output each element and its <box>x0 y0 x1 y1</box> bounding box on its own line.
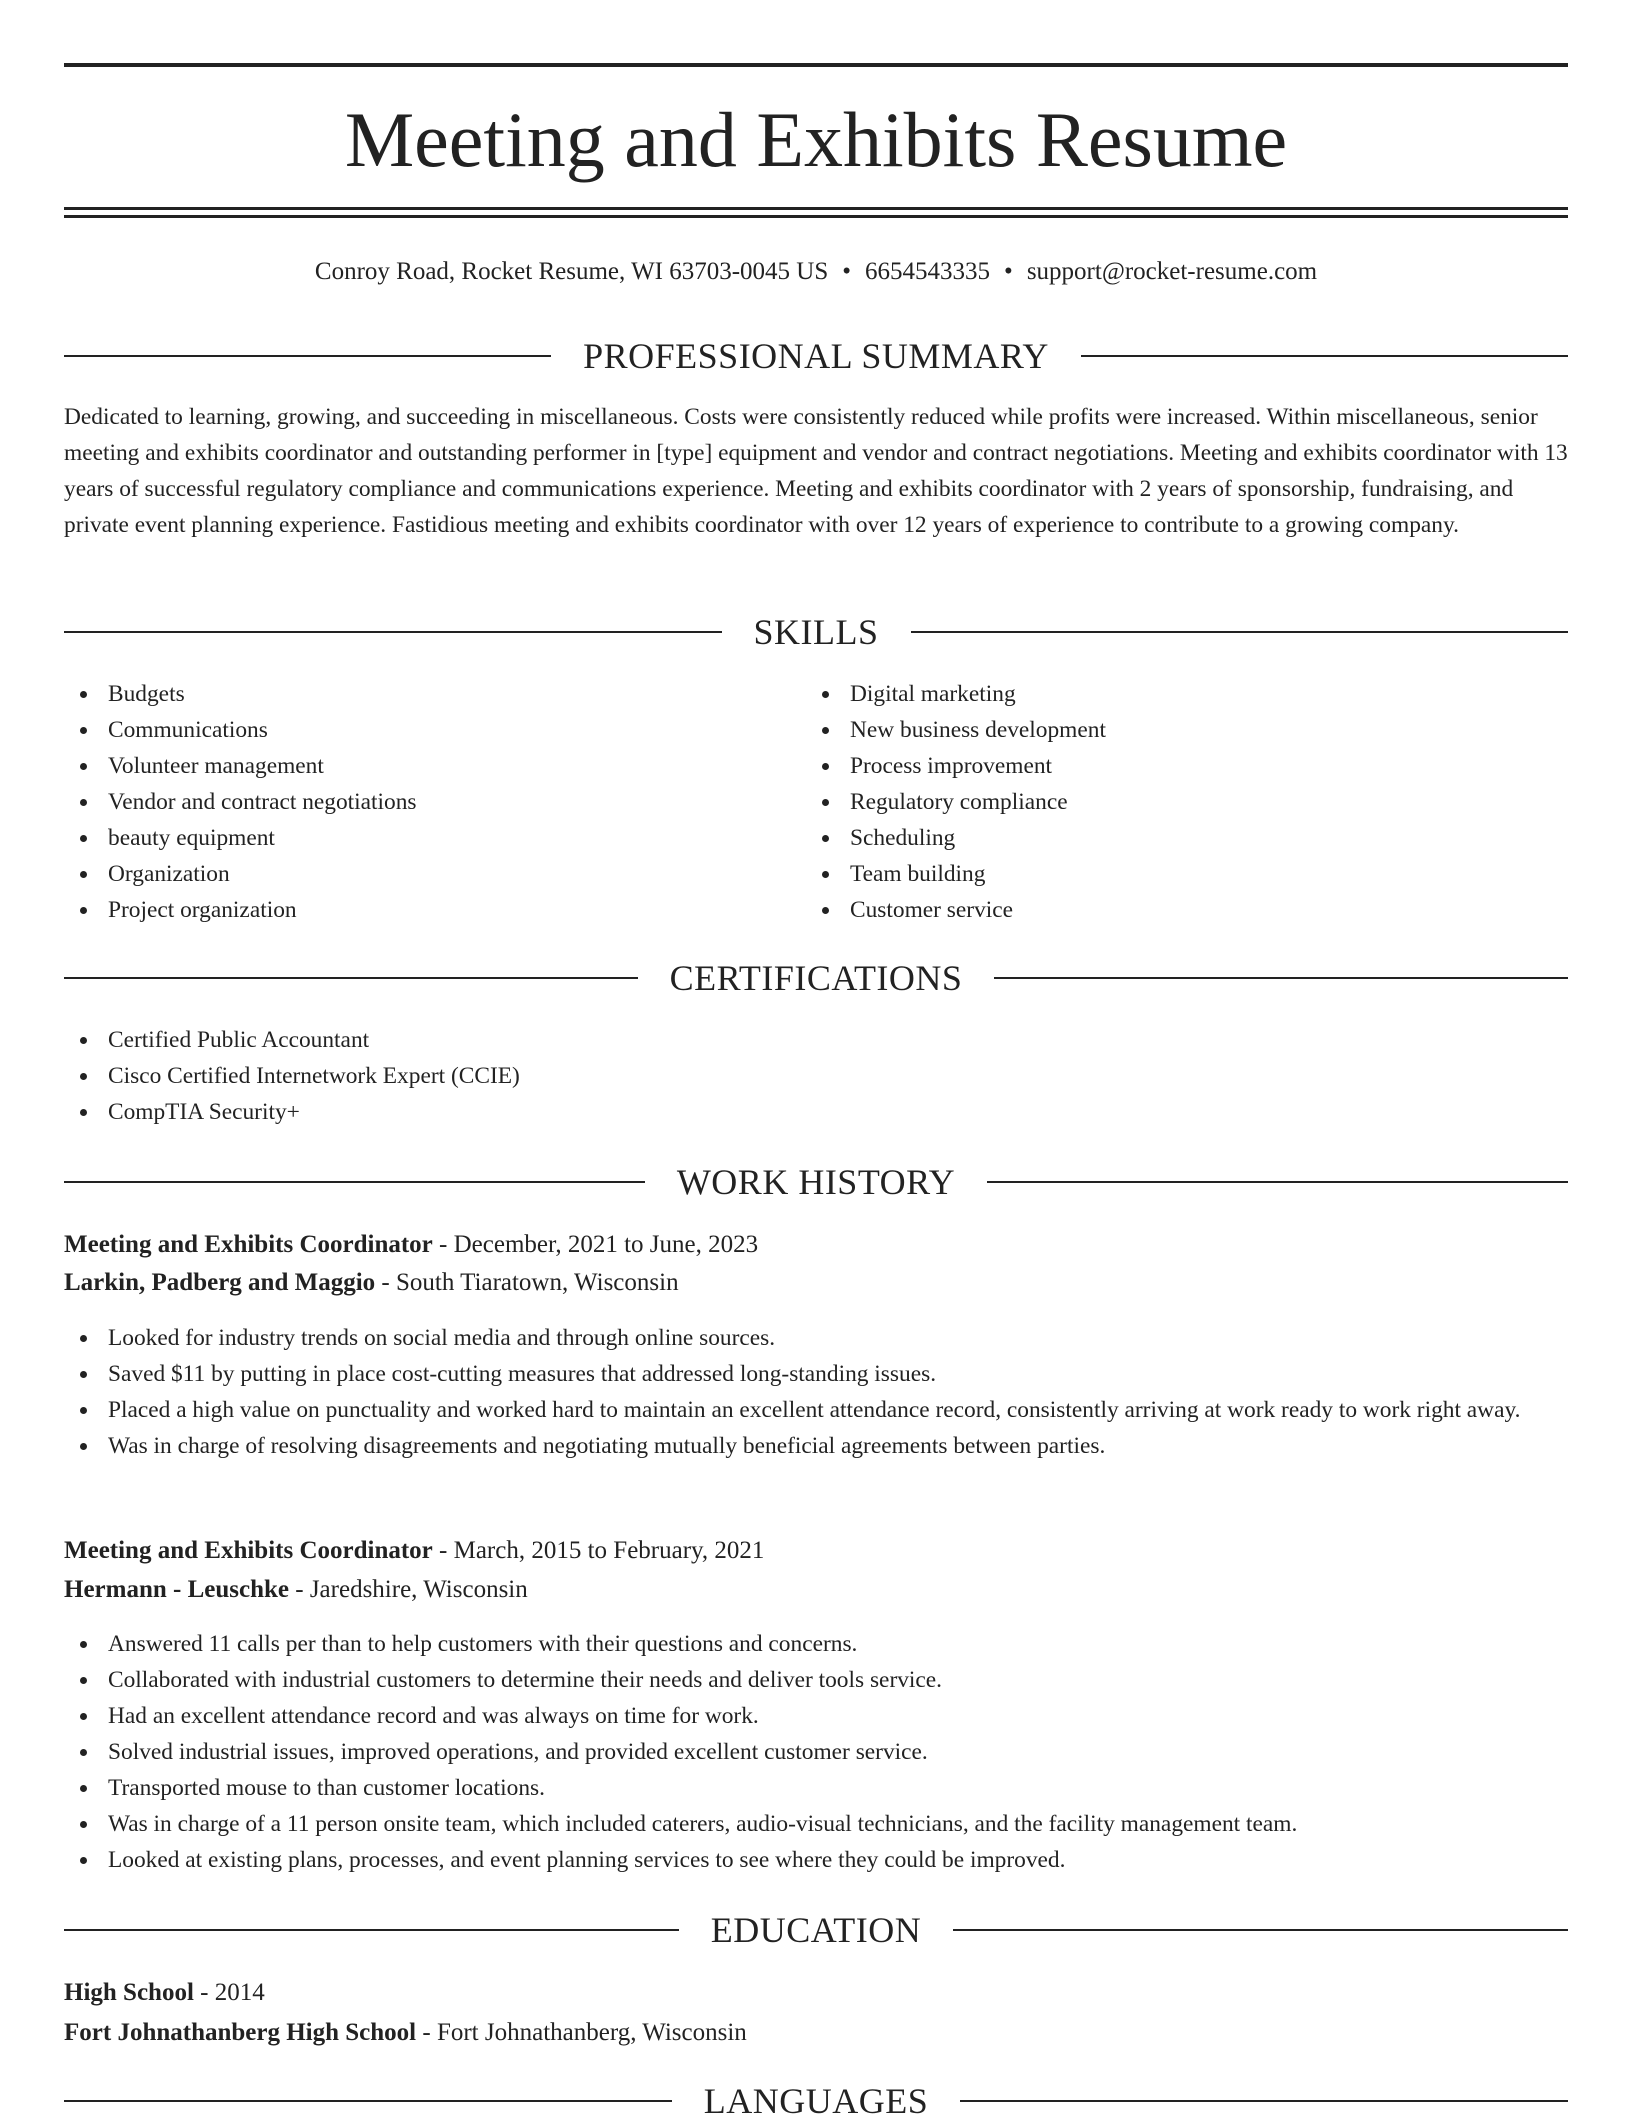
work-history-heading <box>64 1160 1568 1204</box>
job-bullet: Had an excellent attendance record and was always on time for work. <box>64 1698 1568 1734</box>
summary-heading <box>64 334 1568 378</box>
job-bullet: Looked at existing plans, processes, and event planning services to see where they could be improved. <box>64 1842 1568 1878</box>
job-bullets <box>64 1320 1568 1464</box>
skill-item: Project organization <box>64 892 806 928</box>
job-bullets <box>64 1626 1568 1878</box>
heading-rule-left <box>64 2100 672 2102</box>
job-bullet: Was in charge of resolving disagreements and negotiating mutually beneficial agreements between parties. <box>64 1428 1568 1464</box>
contact-line <box>64 254 1568 290</box>
heading-rule-left <box>64 355 551 357</box>
summary-heading-label: PROFESSIONAL SUMMARY <box>583 336 1049 376</box>
skill-item: Budgets <box>64 676 806 712</box>
education-location: - Fort Johnathanberg, Wisconsin <box>422 2019 747 2046</box>
certification-item: Certified Public Accountant <box>64 1022 1568 1058</box>
heading-rule-right <box>960 2100 1568 2102</box>
skill-item: beauty equipment <box>64 820 806 856</box>
heading-rule-right <box>953 1929 1568 1931</box>
job-bullet: Saved $11 by putting in place cost-cutting measures that addressed long-standing issues. <box>64 1356 1568 1392</box>
languages-heading-label: LANGUAGES <box>703 2081 929 2121</box>
contact-phone: 6654543335 <box>865 258 991 285</box>
job-location: - South Tiaratown, Wisconsin <box>381 1269 679 1296</box>
skill-item: Process improvement <box>806 748 1568 784</box>
title-rule-lower <box>64 215 1568 218</box>
heading-rule-left <box>64 977 638 979</box>
contact-email: support@rocket-resume.com <box>1026 258 1318 285</box>
heading-rule-left <box>64 631 722 633</box>
skills-heading <box>64 610 1568 654</box>
heading-rule-right <box>994 977 1568 979</box>
skill-item: Organization <box>64 856 806 892</box>
job-company: Larkin, Padberg and Maggio <box>64 1269 376 1296</box>
skill-item: Scheduling <box>806 820 1568 856</box>
certification-item: CompTIA Security+ <box>64 1094 1568 1130</box>
certifications-list <box>64 1022 1568 1130</box>
job-bullet: Transported mouse to than customer locations. <box>64 1770 1568 1806</box>
education-degree: High School <box>64 1979 194 2006</box>
skill-item: Vendor and contract negotiations <box>64 784 806 820</box>
heading-rule-right <box>987 1181 1568 1183</box>
heading-rule-left <box>64 1181 645 1183</box>
job-bullet: Collaborated with industrial customers to determine their needs and deliver tools service. <box>64 1662 1568 1698</box>
job-bullet: Was in charge of a 11 person onsite team, which included caterers, audio-visual technicians, and the facility management team. <box>64 1806 1568 1842</box>
heading-rule-left <box>64 1929 679 1931</box>
skills-list-right <box>806 676 1568 928</box>
skill-item: Volunteer management <box>64 748 806 784</box>
job-company-line <box>64 1571 1568 1609</box>
contact-address: Conroy Road, Rocket Resume, WI 63703-0045 US <box>314 258 829 285</box>
job-title: Meeting and Exhibits Coordinator <box>64 1537 433 1564</box>
skills-list-left <box>64 676 806 928</box>
title-rule-upper <box>64 207 1568 210</box>
certifications-heading <box>64 956 1568 1000</box>
education-heading-label: EDUCATION <box>710 1910 922 1950</box>
skills-heading-label: SKILLS <box>753 612 879 652</box>
job-dates: - December, 2021 to June, 2023 <box>439 1231 759 1258</box>
certifications-heading-label: CERTIFICATIONS <box>669 958 963 998</box>
certification-item: Cisco Certified Internetwork Expert (CCIE) <box>64 1058 1568 1094</box>
job-company-line <box>64 1264 1568 1302</box>
education-year: - 2014 <box>200 1979 265 2006</box>
skill-item: Communications <box>64 712 806 748</box>
job-location: - Jaredshire, Wisconsin <box>295 1576 528 1603</box>
languages-heading <box>64 2079 1568 2123</box>
skill-item: Customer service <box>806 892 1568 928</box>
job-bullet: Solved industrial issues, improved operations, and provided excellent customer service. <box>64 1734 1568 1770</box>
resume-title: Meeting and Exhibits Resume <box>344 96 1288 183</box>
education-school-line <box>64 2014 1568 2052</box>
education-degree-line <box>64 1974 1568 2012</box>
contact-separator: • <box>1004 258 1013 285</box>
summary-text: Dedicated to learning, growing, and succeeding in miscellaneous. Costs were consistently reduced while profits were increased. Within miscellaneous, senior meeting and exhibits coordinator and outstanding performer in [type] equipment and vendor and contract negotiations. Meeting and exhibits coordinator with 13 years of successful regulatory compliance and communications experience. Meeting and exhibits coordinator with 2 years of sponsorship, fundraising, and private event planning experience. Fastidious meeting and exhibits coordinator with over 12 years of experience to contribute to a growing company. <box>64 404 1568 538</box>
skill-item: Team building <box>806 856 1568 892</box>
job-bullet: Placed a high value on punctuality and worked hard to maintain an excellent attendance record, consistently arriving at work ready to work right away. <box>64 1392 1568 1428</box>
job-title: Meeting and Exhibits Coordinator <box>64 1231 433 1258</box>
job-company: Hermann - Leuschke <box>64 1576 289 1603</box>
heading-rule-right <box>911 631 1569 633</box>
education-heading <box>64 1908 1568 1952</box>
contact-separator: • <box>842 258 852 285</box>
education-school: Fort Johnathanberg High School <box>64 2019 417 2046</box>
job-title-line <box>64 1226 1568 1264</box>
work-history-heading-label: WORK HISTORY <box>676 1162 956 1202</box>
skill-item: Digital marketing <box>806 676 1568 712</box>
heading-rule-right <box>1081 355 1568 357</box>
skill-item: Regulatory compliance <box>806 784 1568 820</box>
skill-item: New business development <box>806 712 1568 748</box>
job-dates: - March, 2015 to February, 2021 <box>439 1537 765 1564</box>
job-bullet: Looked for industry trends on social media and through online sources. <box>64 1320 1568 1356</box>
job-bullet: Answered 11 calls per than to help customers with their questions and concerns. <box>64 1626 1568 1662</box>
job-title-line <box>64 1532 1568 1570</box>
top-rule <box>64 63 1568 67</box>
